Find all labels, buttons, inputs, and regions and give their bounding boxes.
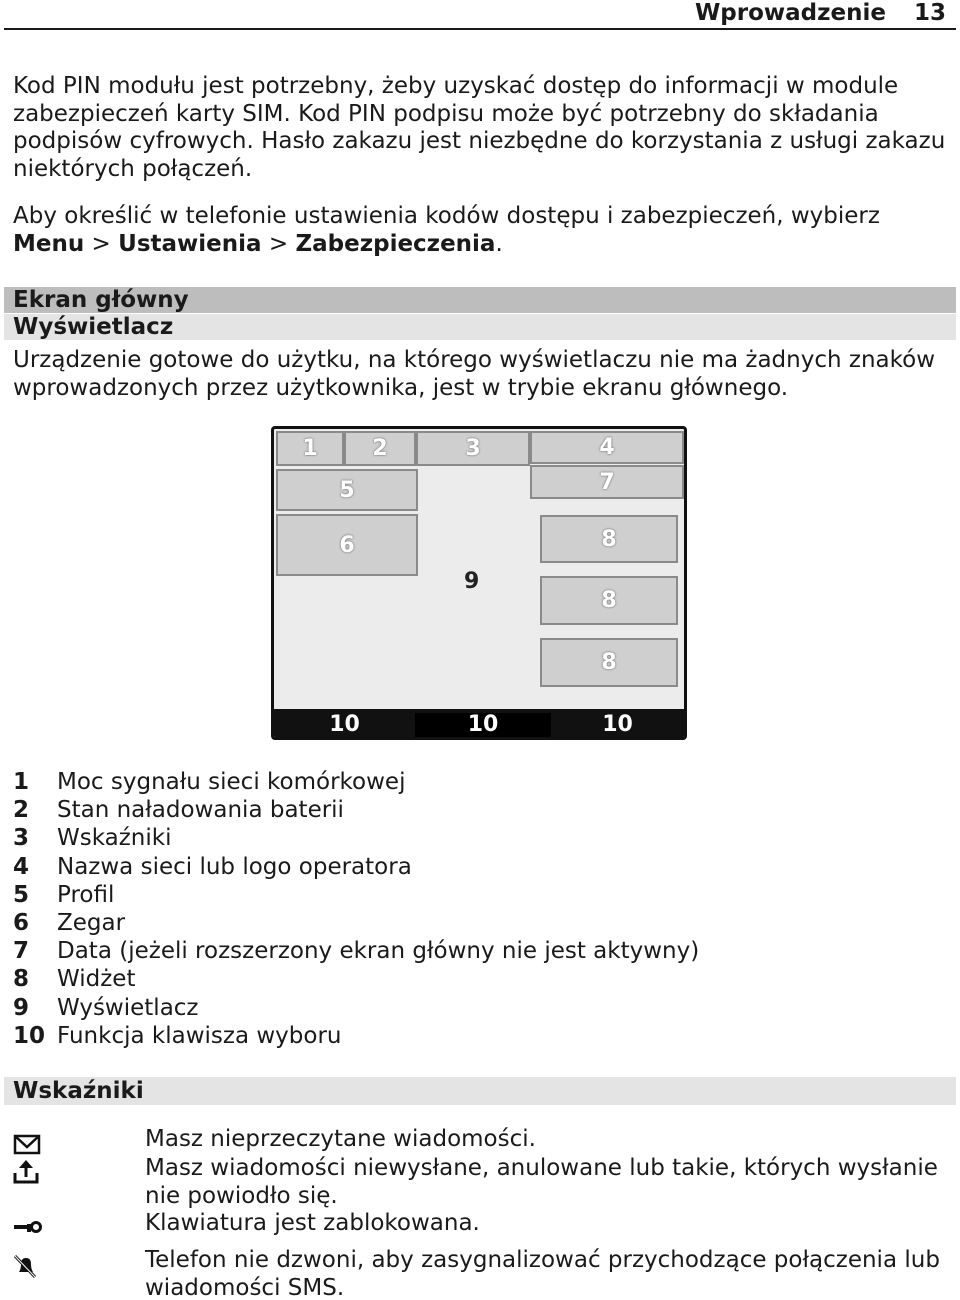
diagram-area-date: 7 bbox=[530, 465, 684, 499]
softkey-bar bbox=[274, 709, 684, 740]
legend-item bbox=[13, 796, 913, 824]
intro-paragraph-1: Kod PIN modułu jest potrzebny, żeby uzyskać dostęp do informacji w module zabezpieczeń karty SIM. Kod PIN podpisu może być potrzebny do składania podpisów cyfrowych. Hasło zakazu jest niezbędne do korzystania z usługi zakazu niektórych połączeń. bbox=[13, 73, 946, 182]
legend-number: 7 bbox=[13, 938, 30, 965]
intro-text: Aby określić w telefonie ustawienia kodów dostępu i zabezpieczeń, wybierz bbox=[13, 203, 880, 229]
menu-path-settings: Ustawienia bbox=[118, 230, 262, 257]
legend-number: 10 bbox=[13, 1022, 46, 1049]
page-header bbox=[4, 0, 956, 30]
diagram-area-clock: 6 bbox=[276, 514, 418, 576]
diagram-area-display: 9 bbox=[464, 569, 480, 594]
indicator-row bbox=[13, 1126, 953, 1154]
indicator-row bbox=[13, 1155, 953, 1211]
legend-text: Stan naładowania baterii bbox=[57, 797, 344, 824]
intro-paragraph-2 bbox=[13, 203, 948, 258]
sentence-end: . bbox=[495, 230, 503, 257]
diagram-area-indicators: 3 bbox=[416, 431, 530, 466]
legend-number: 3 bbox=[13, 825, 30, 852]
section-heading-home-screen: Ekran główny bbox=[4, 287, 956, 313]
diagram-area-widget: 8 bbox=[540, 515, 678, 563]
indicator-row bbox=[13, 1247, 953, 1300]
legend-number: 9 bbox=[13, 994, 30, 1021]
legend-item bbox=[13, 937, 913, 965]
legend-text: Data (jeżeli rozszerzony ekran główny nie jest aktywny) bbox=[57, 938, 700, 965]
subsection-heading-display: Wyświetlacz bbox=[4, 314, 956, 340]
section-heading-indicators: Wskaźniki bbox=[4, 1077, 956, 1105]
diagram-area-widget: 8 bbox=[540, 638, 678, 687]
softkey-right: 10 bbox=[602, 712, 633, 737]
display-description: Urządzenie gotowe do użytku, na którego wyświetlaczu nie ma żadnych znaków wprowadzonych przez użytkownika, jest w trybie ekranu głównego. bbox=[13, 347, 936, 401]
legend-text: Profil bbox=[57, 881, 115, 908]
legend-text: Wskaźniki bbox=[57, 825, 172, 852]
legend-number: 6 bbox=[13, 909, 30, 936]
softkey-left: 10 bbox=[329, 712, 360, 737]
legend-number: 8 bbox=[13, 966, 30, 993]
legend-item bbox=[13, 909, 913, 937]
legend-text: Wyświetlacz bbox=[57, 994, 199, 1021]
legend-item bbox=[13, 965, 913, 993]
legend-item bbox=[13, 994, 913, 1022]
indicator-text: Masz wiadomości niewysłane, anulowane lub takie, których wysłanie nie powiodło się. bbox=[145, 1155, 938, 1209]
softkey-middle: 10 bbox=[467, 712, 499, 737]
page-number: 13 bbox=[913, 0, 946, 26]
menu-path-menu: Menu bbox=[13, 230, 85, 257]
indicator-text: Klawiatura jest zablokowana. bbox=[145, 1210, 480, 1236]
legend-item bbox=[13, 1022, 913, 1050]
outbox-icon bbox=[13, 1159, 43, 1185]
indicator-text: Masz nieprzeczytane wiadomości. bbox=[145, 1126, 536, 1152]
indicator-row bbox=[13, 1210, 953, 1238]
diagram-legend bbox=[13, 768, 913, 1050]
diagram-area-signal: 1 bbox=[276, 431, 344, 466]
menu-path-security: Zabezpieczenia bbox=[295, 230, 496, 257]
legend-number: 4 bbox=[13, 853, 30, 880]
indicator-text: Telefon nie dzwoni, aby zasygnalizować przychodzące połączenia lub wiadomości SMS. bbox=[145, 1247, 940, 1300]
legend-item bbox=[13, 853, 913, 881]
diagram-area-battery: 2 bbox=[344, 431, 416, 466]
key-lock-icon bbox=[13, 1214, 43, 1240]
legend-item bbox=[13, 881, 913, 909]
legend-item bbox=[13, 768, 913, 796]
legend-text: Zegar bbox=[57, 909, 126, 936]
silent-bell-icon bbox=[13, 1253, 43, 1279]
home-screen-diagram bbox=[271, 426, 687, 740]
diagram-area-widget: 8 bbox=[540, 576, 678, 625]
legend-text: Widżet bbox=[57, 966, 136, 993]
menu-path-separator: > bbox=[84, 230, 119, 257]
menu-path-separator: > bbox=[261, 230, 296, 257]
diagram-area-profile: 5 bbox=[276, 469, 418, 511]
legend-text: Funkcja klawisza wyboru bbox=[57, 1022, 342, 1049]
diagram-area-operator: 4 bbox=[530, 431, 684, 464]
legend-number: 5 bbox=[13, 881, 30, 908]
legend-text: Moc sygnału sieci komórkowej bbox=[57, 769, 406, 795]
legend-number: 2 bbox=[13, 797, 30, 824]
legend-item bbox=[13, 824, 913, 852]
legend-text: Nazwa sieci lub logo operatora bbox=[57, 853, 412, 880]
chapter-title: Wprowadzenie bbox=[694, 0, 886, 26]
legend-number: 1 bbox=[13, 769, 30, 795]
